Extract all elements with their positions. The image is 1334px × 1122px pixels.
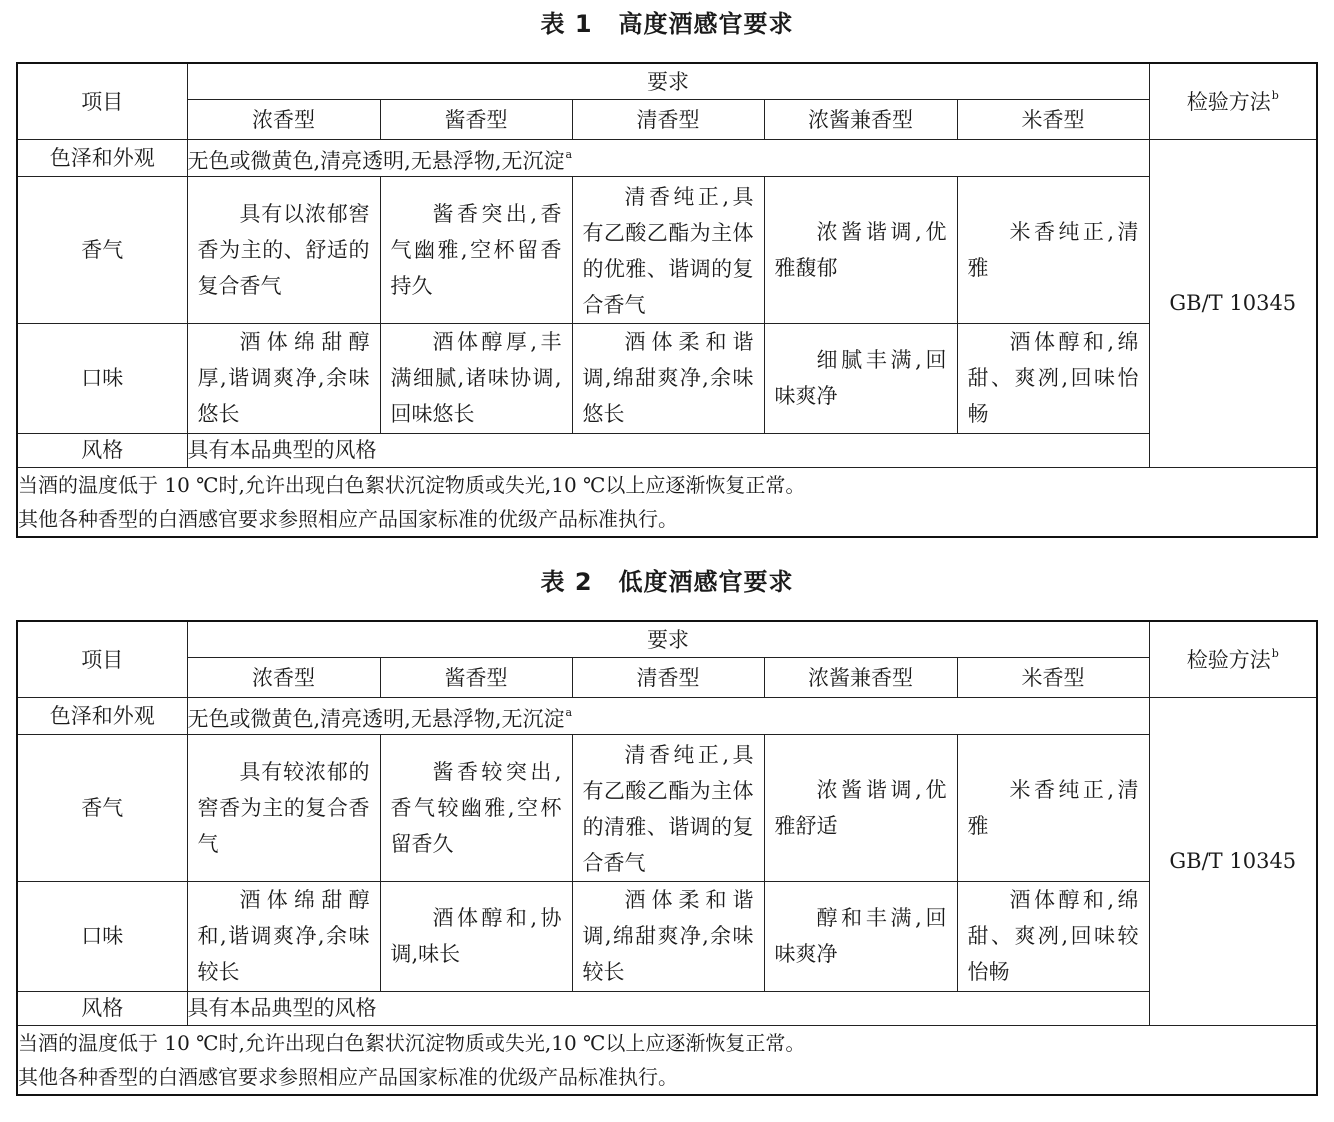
row-label-appearance: 色泽和外观: [17, 697, 187, 734]
table-1-title: 高度酒感官要求: [618, 10, 794, 38]
appearance-text: 无色或微黄色,清亮透明,无悬浮物,无沉淀$^a$: [187, 697, 1149, 734]
table-1-caption: [0, 8, 1334, 40]
taste-cell: 酒体柔和谐调,绵甜爽净,余味悠长: [572, 323, 764, 433]
aroma-cell: 清香纯正,具有乙酸乙酯为主体的清雅、谐调的复合香气: [572, 734, 764, 881]
table-2-caption: [0, 566, 1334, 598]
aroma-cell: 浓酱谐调,优雅馥郁: [764, 176, 957, 323]
style-text: 具有本品典型的风格: [187, 991, 1149, 1025]
taste-cell: 酒体醇厚,丰满细腻,诸味协调,回味悠长: [380, 323, 572, 433]
header-type-qingxiang: 清香型: [572, 657, 764, 697]
taste-cell: 酒体绵甜醇和,谐调爽净,余味较长: [187, 881, 380, 991]
row-label-appearance: 色泽和外观: [17, 139, 187, 176]
footnote-b: 其他各种香型的白酒感官要求参照相应产品国家标准的优级产品标准执行。: [18, 506, 678, 531]
taste-cell: 酒体醇和,协调,味长: [380, 881, 572, 991]
footnote-a: 当酒的温度低于 10 ℃时,允许出现白色絮状沉淀物质或失光,10 ℃以上应逐渐恢复正常。: [18, 472, 806, 497]
header-type-nongjiang: 浓酱兼香型: [764, 99, 957, 139]
row-label-style: 风格: [17, 433, 187, 467]
table-2-number: 表 2: [540, 568, 593, 596]
taste-cell: 细腻丰满,回味爽净: [764, 323, 957, 433]
header-type-mixiang: 米香型: [957, 99, 1149, 139]
header-item: 项目: [17, 621, 187, 697]
taste-cell: 酒体醇和,绵甜、爽冽,回味较怡畅: [957, 881, 1149, 991]
footnote-ref-a: a: [565, 705, 573, 719]
row-label-aroma: 香气: [17, 734, 187, 881]
aroma-cell: 米香纯正,清雅: [957, 734, 1149, 881]
footnote-ref-b: b: [1271, 647, 1279, 661]
aroma-cell: 具有以浓郁窖香为主的、舒适的复合香气: [187, 176, 380, 323]
style-text: 具有本品典型的风格: [187, 433, 1149, 467]
taste-cell: 酒体醇和,绵甜、爽冽,回味怡畅: [957, 323, 1149, 433]
header-method: 检验方法$^b$: [1149, 621, 1317, 697]
table-1-number: 表 1: [540, 10, 593, 38]
header-type-nongxiang: 浓香型: [187, 657, 380, 697]
header-item: 项目: [17, 63, 187, 139]
header-method: 检验方法$^b$: [1149, 63, 1317, 139]
header-type-jiangxiang: 酱香型: [380, 99, 572, 139]
method-value: GB/T 10345: [1149, 139, 1317, 467]
aroma-cell: 具有较浓郁的窖香为主的复合香气: [187, 734, 380, 881]
header-type-nongjiang: 浓酱兼香型: [764, 657, 957, 697]
header-type-qingxiang: 清香型: [572, 99, 764, 139]
table-2-title: 低度酒感官要求: [618, 568, 794, 596]
table-2: [16, 620, 1318, 1096]
footnote-ref-b: b: [1271, 89, 1279, 103]
header-requirement: 要求: [187, 63, 1149, 99]
aroma-cell: 浓酱谐调,优雅舒适: [764, 734, 957, 881]
aroma-cell: 米香纯正,清雅: [957, 176, 1149, 323]
header-requirement: 要求: [187, 621, 1149, 657]
table-1-notes: [17, 467, 1317, 537]
method-value: GB/T 10345: [1149, 697, 1317, 1025]
aroma-cell: 酱香较突出,香气较幽雅,空杯留香久: [380, 734, 572, 881]
appearance-text: 无色或微黄色,清亮透明,无悬浮物,无沉淀$^a$: [187, 139, 1149, 176]
row-label-aroma: 香气: [17, 176, 187, 323]
aroma-cell: 酱香突出,香气幽雅,空杯留香持久: [380, 176, 572, 323]
row-label-style: 风格: [17, 991, 187, 1025]
aroma-cell: 清香纯正,具有乙酸乙酯为主体的优雅、谐调的复合香气: [572, 176, 764, 323]
footnote-a: 当酒的温度低于 10 ℃时,允许出现白色絮状沉淀物质或失光,10 ℃以上应逐渐恢复正常。: [18, 1030, 806, 1055]
taste-cell: 醇和丰满,回味爽净: [764, 881, 957, 991]
header-type-mixiang: 米香型: [957, 657, 1149, 697]
row-label-taste: 口味: [17, 323, 187, 433]
footnote-b: 其他各种香型的白酒感官要求参照相应产品国家标准的优级产品标准执行。: [18, 1064, 678, 1089]
taste-cell: 酒体柔和谐调,绵甜爽净,余味较长: [572, 881, 764, 991]
footnote-ref-a: a: [565, 147, 573, 161]
taste-cell: 酒体绵甜醇厚,谐调爽净,余味悠长: [187, 323, 380, 433]
header-type-jiangxiang: 酱香型: [380, 657, 572, 697]
table-2-notes: [17, 1025, 1317, 1095]
row-label-taste: 口味: [17, 881, 187, 991]
table-1: [16, 62, 1318, 538]
header-type-nongxiang: 浓香型: [187, 99, 380, 139]
